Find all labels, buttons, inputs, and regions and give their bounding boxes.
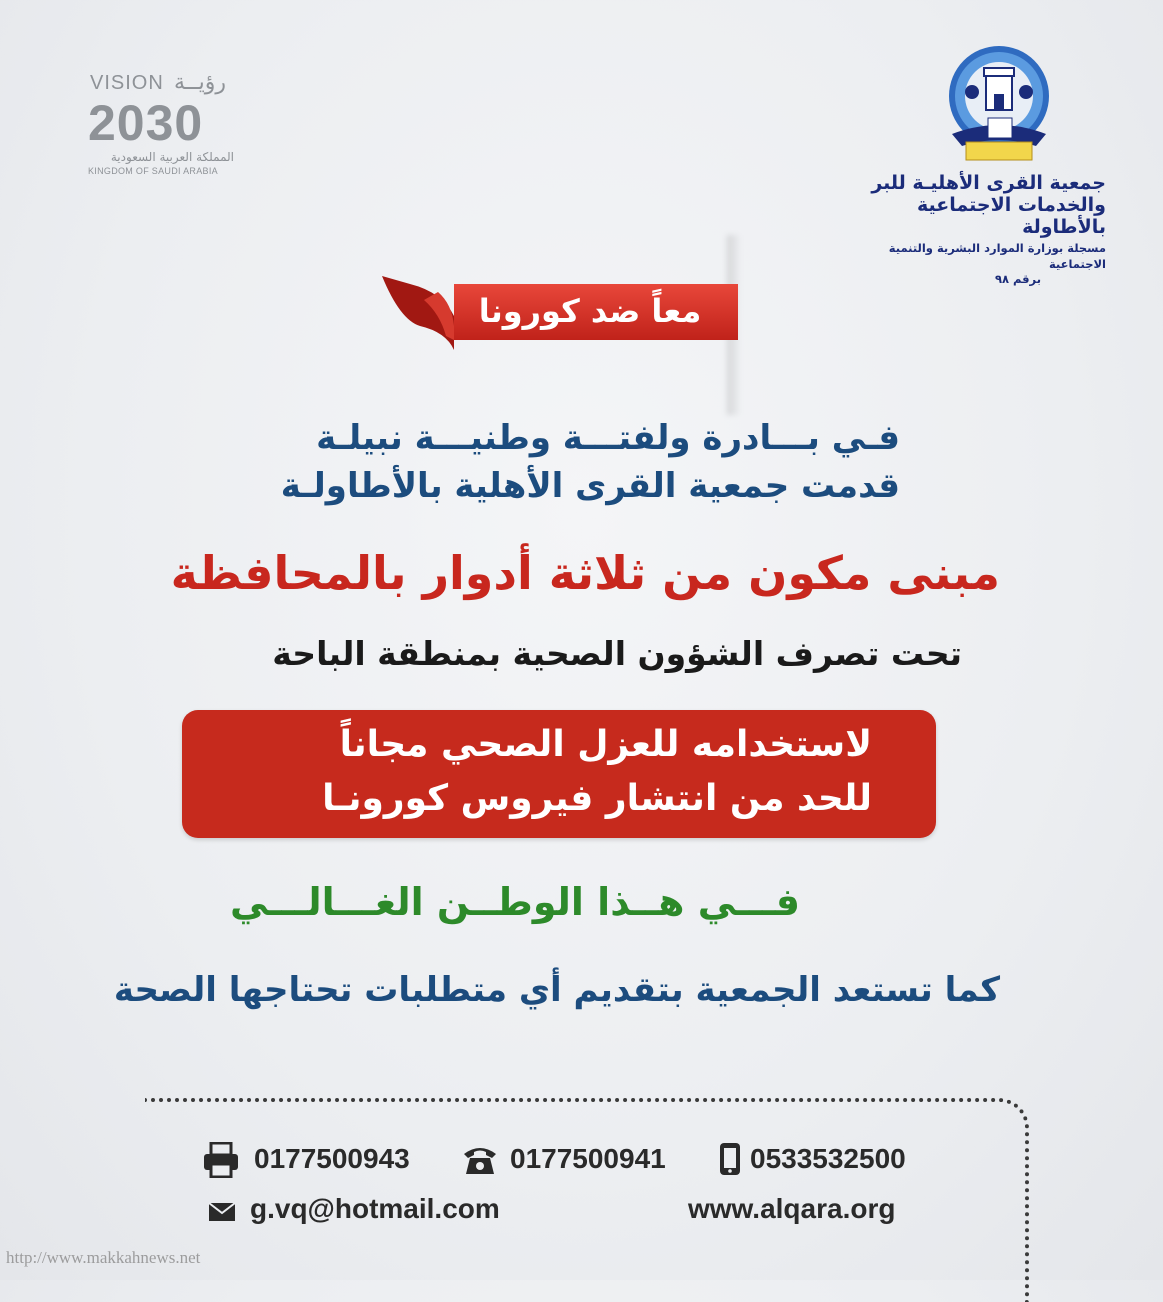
intro-line-2: قدمت جمعية القرى الأهلية بالأطاولـة <box>280 466 900 506</box>
fax-icon <box>202 1142 240 1178</box>
association-registration: مسجلة بوزارة الموارد البشرية والتنمية الاجتماعية <box>888 241 1106 271</box>
isolation-notice-line-1: لاستخدامه للعزل الصحي مجاناً <box>339 724 872 765</box>
mobile-number[interactable]: 0533532500 <box>750 1143 906 1174</box>
closing-line: كما تستعد الجمعية بتقديم أي متطلبات تحتاجها الصحة <box>113 970 1000 1010</box>
email-link[interactable]: g.vq@hotmail.com <box>250 1193 500 1224</box>
vision-label-ar: رؤيــة <box>174 70 227 95</box>
headline: مبنى مكون من ثلاثة أدوار بالمحافظة <box>170 546 1000 600</box>
homeland-line: فـــي هــذا الوطــن الغـــالـــي <box>229 880 800 924</box>
association-name-line2: والخدمات الاجتماعية بالأطاولة <box>917 194 1106 238</box>
association-number: برقم ٩٨ <box>994 272 1042 286</box>
intro-line-1: فـي بـــادرة ولفتـــة وطنيـــة نبيلـة <box>316 418 900 458</box>
association-title <box>870 172 1106 286</box>
phone-number[interactable]: 0177500941 <box>510 1143 666 1174</box>
association-name-line1: جمعية القرى الأهليـة للبر <box>871 172 1106 194</box>
website-link[interactable]: www.alqara.org <box>688 1193 896 1224</box>
vision-label-en: VISION <box>90 72 164 94</box>
mobile-icon <box>718 1142 742 1176</box>
kingdom-name-ar: المملكة العربية السعودية <box>110 150 234 164</box>
fax-number[interactable]: 0177500943 <box>254 1143 410 1174</box>
subline: تحت تصرف الشؤون الصحية بمنطقة الباحة <box>272 634 962 673</box>
ribbon-text: معاً ضد كورونا <box>478 292 702 330</box>
isolation-notice-line-2: للحد من انتشار فيروس كورونـا <box>322 778 872 819</box>
watermark: http://www.makkahnews.net <box>6 1248 201 1267</box>
vision-year: 2030 <box>88 95 204 151</box>
association-emblem <box>944 38 1054 170</box>
kingdom-name-en: KINGDOM OF SAUDI ARABIA <box>88 166 218 176</box>
vision-2030-logo <box>88 70 248 180</box>
mail-icon <box>208 1202 236 1222</box>
phone-icon <box>462 1144 498 1176</box>
